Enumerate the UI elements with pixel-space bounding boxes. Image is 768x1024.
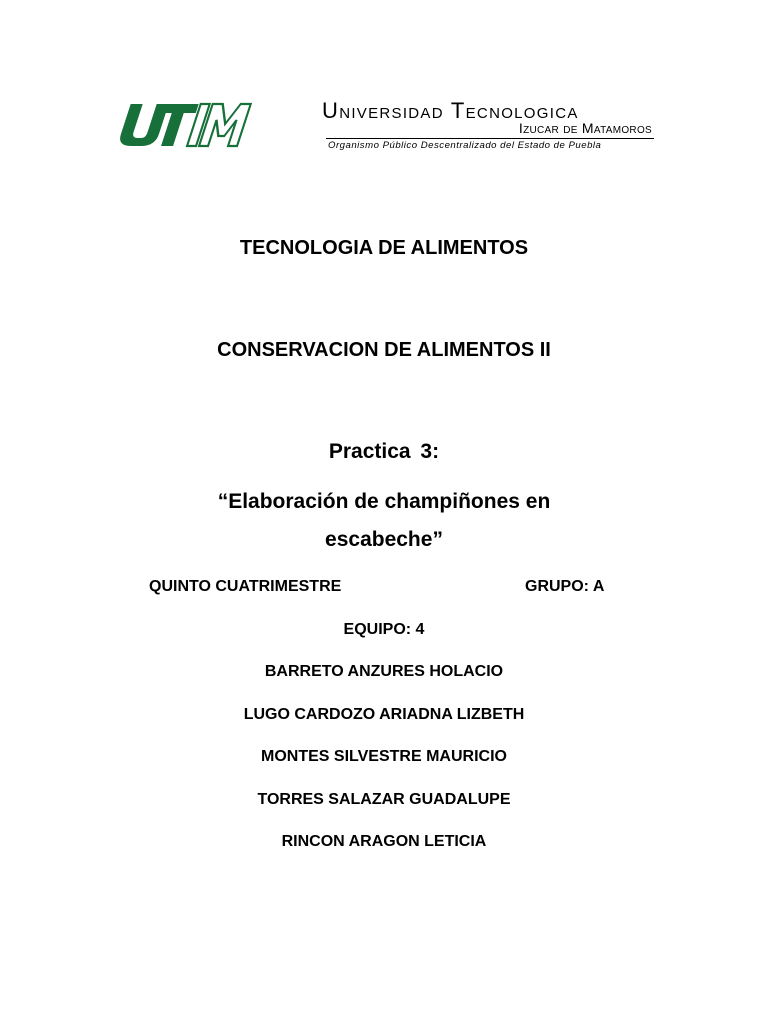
university-name: Universidad Tecnologica xyxy=(322,98,579,123)
team-member: BARRETO ANZURES HOLACIO xyxy=(264,663,504,680)
course-title: CONSERVACION DE ALIMENTOS II xyxy=(217,339,551,361)
university-campus: Izucar de Matamoros xyxy=(518,120,652,136)
utim-logo-mark xyxy=(114,100,252,150)
term-label: QUINTO CUATRIMESTRE xyxy=(149,578,342,595)
team-member: TORRES SALAZAR GUADALUPE xyxy=(257,791,511,808)
group-label: GRUPO: A xyxy=(525,578,605,595)
team-member: RINCON ARAGON LETICIA xyxy=(281,833,487,850)
university-header xyxy=(322,96,654,156)
practice-title-line-1: “Elaboración de champiñones en xyxy=(217,490,551,513)
team-label: EQUIPO: 4 xyxy=(343,621,425,638)
practice-number: Practica 3: xyxy=(328,440,440,463)
team-member: LUGO CARDOZO ARIADNA LIZBETH xyxy=(243,706,525,723)
university-subtitle: Organismo Público Descentralizado del Estado de Puebla xyxy=(328,140,602,151)
team-member: MONTES SILVESTRE MAURICIO xyxy=(261,748,507,765)
practice-title-line-2: escabeche” xyxy=(325,528,443,551)
subject-title: TECNOLOGIA DE ALIMENTOS xyxy=(239,237,529,259)
term-group-row xyxy=(0,576,768,598)
utim-logo xyxy=(114,100,252,150)
